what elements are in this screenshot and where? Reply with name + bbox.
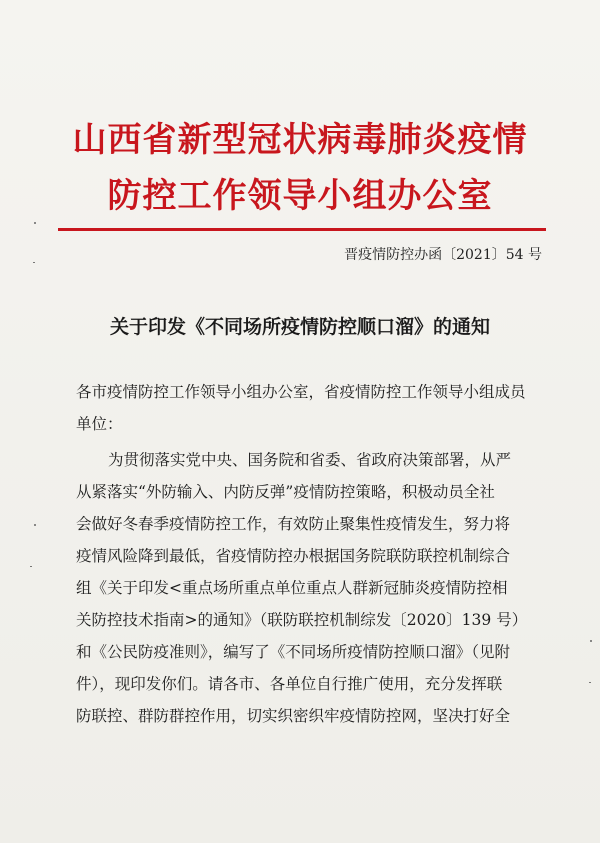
scan-speck [590, 640, 592, 642]
document-number: 晋疫情防控办函〔2021〕54 号 [344, 247, 542, 263]
body-line: 防联控、群防群控作用，切实织密织牢疫情防控网，坚决打好全 [76, 707, 511, 725]
red-separator-line [58, 228, 546, 231]
body-line: 组《关于印发<重点场所重点单位重点人群新冠肺炎疫情防控相 [76, 579, 508, 597]
salutation-line-2: 单位： [76, 415, 123, 433]
body-paragraph [76, 444, 536, 732]
scan-speck [30, 566, 32, 567]
scan-speck [589, 682, 591, 683]
body-line: 件），现印发你们。请各市、各单位自行推广使用，充分发挥联 [76, 675, 503, 693]
salutation [76, 376, 536, 440]
body-line: 关防控技术指南>的通知》（联防联控机制综发〔2020〕139 号） [76, 611, 528, 629]
issuer-header-line-1: 山西省新型冠状病毒肺炎疫情 [72, 120, 528, 160]
body-line: 为贯彻落实党中央、国务院和省委、省政府决策部署，从严 [108, 451, 512, 469]
issuer-header-line-2: 防控工作领导小组办公室 [107, 176, 493, 216]
body-line: 疫情风险降到最低，省疫情防控办根据国务院联防联控机制综合 [76, 547, 511, 565]
body-line: 从紧落实“外防输入、内防反弹”疫情防控策略，积极动员全社 [76, 483, 495, 501]
notice-title: 关于印发《不同场所疫情防控顺口溜》的通知 [109, 316, 490, 338]
scan-speck [33, 262, 35, 263]
scan-speck [34, 222, 36, 224]
salutation-line-1: 各市疫情防控工作领导小组办公室，省疫情防控工作领导小组成员 [76, 383, 526, 401]
body-line: 会做好冬春季疫情防控工作，有效防止聚集性疫情发生，努力将 [76, 515, 511, 533]
body-line: 和《公民防疫准则》，编写了《不同场所疫情防控顺口溜》（见附 [76, 643, 511, 661]
scan-speck [34, 524, 36, 526]
